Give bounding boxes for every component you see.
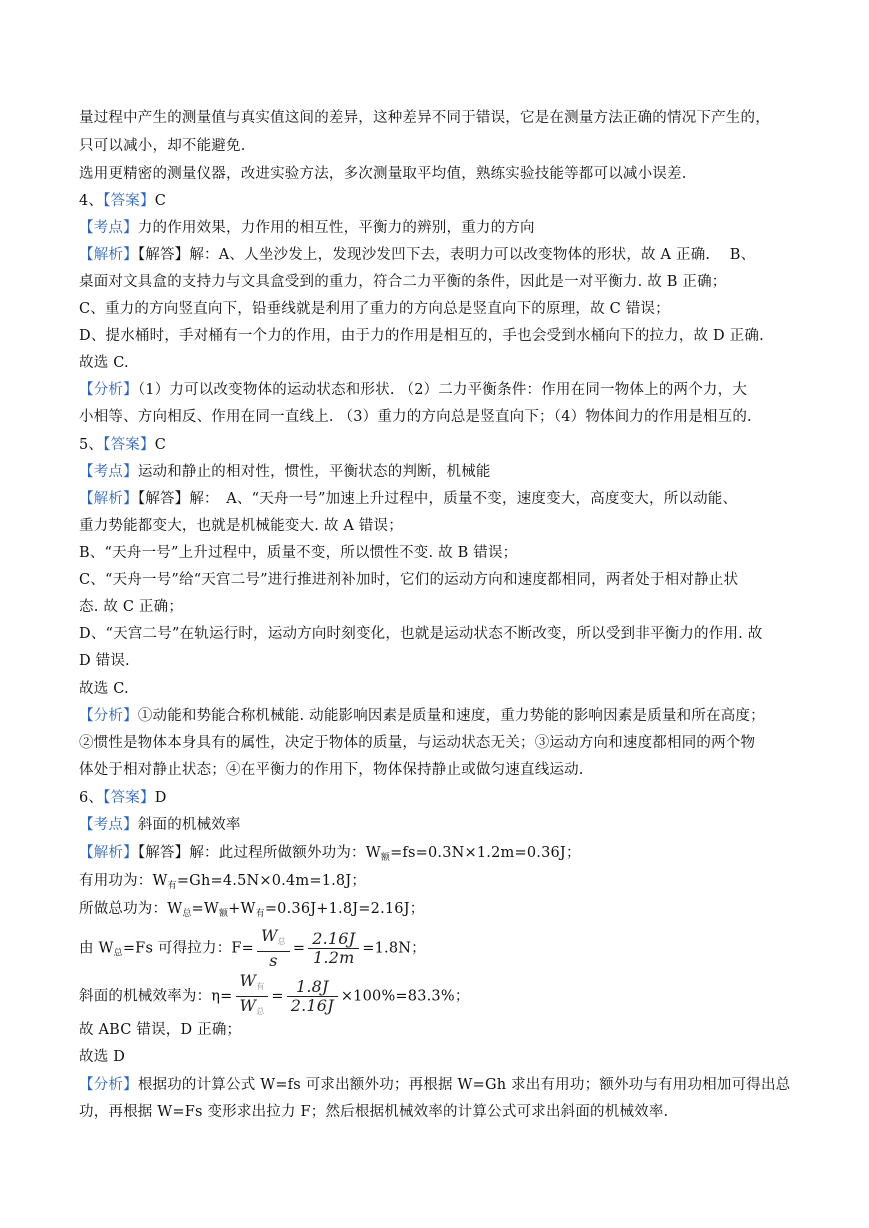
subscript: 总 [113, 948, 123, 959]
analysis-text: 根据功的计算公式 W=fs 可求出额外功；再根据 W=Gh 求出有用功；额外功与有用功相加可得出总 [137, 1077, 791, 1093]
subscript: 有 [255, 909, 265, 919]
text-line: D、“天宫二号”在轨运行时，运动方向时刻变化，也就是运动状态不断改变，所以受到非平衡力的作用. 故 [79, 626, 763, 642]
question-number: 6、 [79, 790, 104, 806]
subscript: 总 [256, 1007, 265, 1016]
knowledge-point-text: 力的作用效果，力作用的相互性，平衡力的辨别，重力的方向 [137, 220, 535, 236]
formula-text: =1.8N； [362, 940, 426, 957]
text-line: B、“天舟一号”上升过程中，质量不变，所以惯性不变. 故 B 错误； [79, 545, 518, 561]
formula-text: 所做总功为：W [79, 901, 183, 917]
subscript: 总 [277, 937, 286, 946]
explanation-line [79, 245, 755, 265]
fraction [236, 972, 269, 1021]
question-number: 5、 [79, 437, 104, 453]
formula-text: 斜面的机械效率为：η= [79, 988, 233, 1005]
formula-text: +W [228, 901, 256, 917]
question-6-answer-line [79, 788, 167, 808]
subscript: 额 [218, 909, 229, 919]
explanation-text: 【解答】解：此过程所做额外功为：W [137, 845, 381, 861]
explanation-line [79, 843, 581, 868]
analysis-line [79, 380, 747, 400]
text-line: 小相等、方向相反、作用在同一直线上. （3）重力的方向总是竖直向下；（4）物体间力的作用是相互的. [79, 409, 752, 425]
text-line: C、重力的方向竖直向下，铅垂线就是利用了重力的方向总是竖直向下的原理，故 C 错误； [79, 301, 670, 317]
formula-text: = [271, 988, 284, 1005]
subscript: 有 [256, 982, 265, 991]
text-line: 故 ABC 错误，D 正确； [79, 1022, 242, 1038]
text-line: D 错误. [79, 653, 130, 669]
knowledge-point-line [79, 462, 491, 482]
analysis-tag: 【分析】 [79, 382, 138, 398]
text-line: ②惯性是物体本身具有的属性，决定于物体的质量，与运动状态无关；③运动方向和速度都相同的两个物 [79, 735, 756, 751]
formula-text: 由 W [79, 940, 114, 957]
fraction [257, 927, 290, 970]
formula-line [79, 871, 366, 896]
formula-line [79, 899, 424, 924]
fraction-denominator: 1.2m [313, 948, 355, 967]
knowledge-point-line [79, 218, 535, 238]
knowledge-point-tag: 【考点】 [79, 220, 138, 236]
answer-tag: 【答案】 [103, 790, 155, 806]
fraction [308, 930, 359, 967]
text-line: 选用更精密的测量仪器，改进实验方法，多次测量取平均值，熟练实验技能等都可以减小误差. [79, 166, 687, 182]
answer-value: C [154, 437, 166, 453]
fraction-denominator: s [269, 951, 278, 970]
text-line: 故选 D [79, 1049, 126, 1065]
subscript: 有 [167, 881, 177, 891]
formula-text: ×100%=83.3%； [340, 988, 470, 1005]
formula-text: =W [191, 901, 219, 917]
text-line: 态. 故 C 正确； [79, 599, 184, 615]
analysis-line [79, 1075, 790, 1095]
formula-line [79, 927, 426, 974]
analysis-tag: 【分析】 [79, 708, 138, 724]
formula-text: =Gh=4.5N×0.4m=1.8J； [176, 873, 367, 889]
knowledge-point-text: 运动和静止的相对性，惯性，平衡状态的判断，机械能 [137, 464, 491, 480]
text-line: 故选 C. [79, 355, 129, 371]
fraction-denominator: W [239, 996, 257, 1015]
text-line: 只可以减小，却不能避免. [79, 138, 246, 154]
text-line: 功，再根据 W=Fs 变形求出拉力 F；然后根据机械效率的计算公式可求出斜面的机械效率. [79, 1104, 669, 1120]
knowledge-point-line [79, 815, 241, 835]
text-line: C、“天舟一号”给“天宫二号”进行推进剂补加时，它们的运动方向和速度都相同，两者处于相对静止状 [79, 572, 739, 588]
analysis-text: ①动能和势能合称机械能. 动能影响因素是质量和速度，重力势能的影响因素是质量和所在高度； [137, 708, 765, 724]
explanation-tag: 【解析】 [79, 247, 138, 263]
question-5-answer-line [79, 435, 166, 455]
subscript: 额 [380, 853, 391, 863]
subscript: 总 [182, 909, 192, 919]
formula-text: 有用功为：W [79, 873, 168, 889]
formula-line [79, 972, 470, 1021]
explanation-tag: 【解析】 [79, 845, 138, 861]
analysis-text: （1）力可以改变物体的运动状态和形状. （2）二力平衡条件：作用在同一物体上的两个力，大 [137, 382, 748, 398]
knowledge-point-text: 斜面的机械效率 [137, 817, 241, 833]
question-4-answer-line [79, 191, 166, 211]
fraction-numerator: W [261, 926, 278, 945]
text-line: 量过程中产生的测量值与真实值这间的差异，这种差异不同于错误，它是在测量方法正确的情况下产生的， [79, 110, 770, 126]
text-line: 桌面对文具盒的支持力与文具盒受到的重力，符合二力平衡的条件，因此是一对平衡力. 故 B 正确； [79, 274, 727, 290]
formula-text: =fs=0.3N×1.2m=0.36J； [390, 845, 581, 861]
answer-tag: 【答案】 [103, 437, 155, 453]
analysis-line [79, 706, 765, 726]
text-line: 体处于相对静止状态；④在平衡力的作用下，物体保持静止或做匀速直线运动. [79, 762, 584, 778]
analysis-tag: 【分析】 [79, 1077, 138, 1093]
answer-value: D [154, 790, 167, 806]
formula-text: =0.36J+1.8J=2.16J； [264, 901, 425, 917]
fraction [287, 978, 338, 1015]
text-line: D、提水桶时，手对桶有一个力的作用，由于力的作用是相互的，手也会受到水桶向下的拉力，故 D 正确. [79, 328, 764, 344]
text-line: 故选 C. [79, 681, 129, 697]
explanation-text: 【解答】解：A、人坐沙发上，发现沙发凹下去，表明力可以改变物体的形状，故 A 正确. B、 [137, 247, 756, 263]
explanation-line [79, 489, 737, 509]
formula-text: =Fs 可得拉力：F= [122, 940, 254, 957]
fraction-numerator: 1.8J [287, 978, 338, 997]
fraction-denominator: 2.16J [290, 996, 334, 1015]
knowledge-point-tag: 【考点】 [79, 817, 138, 833]
fraction-numerator: 2.16J [308, 930, 359, 949]
fraction-numerator: W [239, 971, 257, 990]
answer-tag: 【答案】 [103, 193, 155, 209]
answer-value: C [154, 193, 166, 209]
question-number: 4、 [79, 193, 104, 209]
text-line: 重力势能都变大，也就是机械能变大. 故 A 错误； [79, 518, 403, 534]
knowledge-point-tag: 【考点】 [79, 464, 138, 480]
explanation-text: 【解答】解： A、“天舟一号”加速上升过程中，质量不变，速度变大，高度变大，所以动能、 [137, 491, 738, 507]
explanation-tag: 【解析】 [79, 491, 138, 507]
formula-text: = [292, 940, 306, 957]
